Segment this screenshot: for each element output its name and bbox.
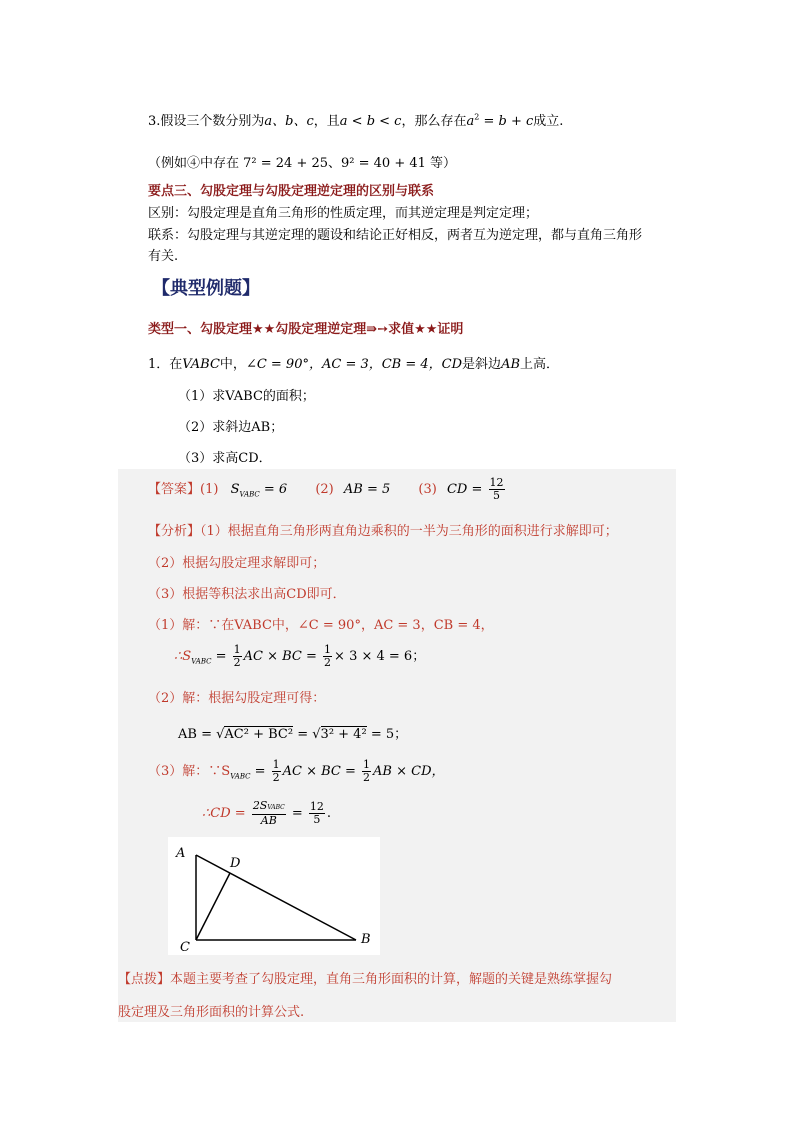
section-title: 【典型例题】 [152, 278, 260, 299]
s2-lhs: AB = [178, 727, 212, 742]
q1-ab: AB [501, 357, 521, 372]
question-1-sub-2: （2）求斜边AB； [178, 420, 284, 435]
example-note: （例如④中存在 7² = 24 + 25、9² = 40 + 41 等） [148, 156, 457, 171]
answer-3-lhs: CD = [446, 482, 483, 497]
s3-end: AB × CD， [373, 764, 445, 779]
label-c: C [180, 940, 190, 955]
solution-3b-formula [202, 798, 331, 830]
difference-text: 区别：勾股定理是直角三角形的性质定理，而其逆定理是判定定理； [148, 206, 539, 221]
solution-1-head: （1）解：∵在VABC中，∠C = 90°，AC = 3，CB = 4， [148, 618, 494, 633]
s1-frac-1-num: 1 [233, 643, 241, 656]
s2-sqrt-2: √3² + 4² [312, 727, 367, 742]
p1-ineq: a < b < c [339, 114, 402, 129]
question-1-stem [148, 353, 559, 372]
s1-frac-1-den: 2 [233, 656, 241, 669]
s3-frac-1 [272, 759, 281, 784]
p1-exponent: 2 [474, 112, 480, 122]
label-b: B [361, 932, 371, 947]
q1-given: ∠C = 90°，AC = 3，CB = 4，CD [245, 357, 463, 372]
s3b-lhs: ∴CD = [202, 806, 246, 821]
q1-stem-b: 中， [219, 357, 246, 372]
key-point-3-title: 要点三、勾股定理与勾股定理逆定理的区别与联系 [148, 184, 435, 199]
s3-frac-1-num: 1 [272, 758, 280, 771]
analysis-line-2: （2）根据勾股定理求解即可； [148, 556, 326, 571]
answer-1-sub: VABC [239, 490, 260, 499]
analysis-label: 【分析】 [148, 524, 201, 539]
answer-1-s: S [230, 482, 240, 497]
q1-stem-d: 上高． [520, 357, 560, 372]
s3b-frac-1-num-wrap [252, 800, 286, 815]
label-a: A [176, 846, 186, 861]
relation-text-1: 联系：勾股定理与其逆定理的题设和结论正好相反，两者互为逆定理，都与直角三角形 [148, 228, 643, 243]
answer-3-den: 5 [493, 489, 501, 502]
s1-frac-1 [233, 644, 242, 669]
q1-stem-a: 1．在 [148, 357, 183, 372]
s3-frac-1-den: 2 [272, 771, 280, 784]
p1-eq-a: a [466, 114, 475, 129]
type-1-title: 类型一、勾股定理★★勾股定理逆定理⇛➙求值★★证明 [148, 322, 464, 337]
p1-mid2: ，那么存在 [401, 114, 467, 129]
s1-frac-2-num: 1 [324, 643, 332, 656]
s3-head: （3）解：∵S [148, 764, 231, 779]
s3b-numsub: VABC [267, 804, 285, 811]
s1-sub: VABC [191, 657, 212, 666]
analysis-line-1 [148, 520, 618, 539]
solution-3-formula [148, 757, 445, 792]
s3-frac-2-num: 1 [363, 758, 371, 771]
analysis-text-1: （1）根据直角三角形两直角边乘积的一半为三角形的面积进行求解即可； [200, 524, 618, 539]
s3b-frac-2 [309, 801, 325, 826]
s3-mid: AC × BC = [282, 764, 356, 779]
tip-label: 【点拨】 [118, 972, 171, 987]
triangle-svg [168, 837, 380, 955]
q1-stem-c: 是斜边 [462, 357, 502, 372]
s1-eq: = [215, 649, 227, 664]
s3b-end: . [326, 806, 332, 821]
altitude-cd [196, 873, 230, 940]
s3b-frac-1 [252, 800, 286, 827]
s3b-num: 2S [252, 799, 268, 812]
question-1-sub-1: （1）求VABC的面积； [178, 389, 315, 404]
triangle-figure [168, 837, 380, 955]
question-1-sub-3: （3）求高CD． [178, 451, 272, 466]
s3-frac-2-den: 2 [363, 771, 371, 784]
tip-text-1: 本题主要考查了勾股定理，直角三角形面积的计算，解题的关键是熟练掌握勾 [170, 972, 613, 987]
s2-end: = 5； [370, 727, 408, 742]
label-d: D [230, 856, 241, 871]
answer-2-value: AB = 5 [343, 482, 391, 497]
analysis-line-3: （3）根据等积法求出高CD即可． [148, 587, 346, 602]
s2-eq: = [297, 727, 309, 742]
answer-1-value: = 6 [263, 482, 288, 497]
p1-mid: ，且 [313, 114, 340, 129]
s3b-frac-2-num: 12 [309, 800, 324, 813]
p1-suffix: 成立. [533, 114, 564, 129]
s3-eq: = [254, 764, 266, 779]
p1-prefix: 3.假设三个数分别为 [148, 114, 265, 129]
answer-2-index: (2) [315, 482, 334, 497]
tip-line-1 [118, 968, 612, 987]
solution-1-formula [174, 642, 425, 677]
p1-vars: a、b、c [264, 114, 314, 129]
s3-frac-2 [362, 759, 371, 784]
relation-text-2: 有关. [148, 249, 179, 264]
answer-3-num: 12 [489, 476, 504, 489]
p1-eq-rest: = b + c [479, 114, 534, 129]
s3b-frac-2-den: 5 [313, 813, 321, 826]
answer-1-index: (1) [200, 482, 219, 497]
answer-line [148, 476, 507, 509]
solution-2-formula [178, 723, 407, 742]
answer-3-fraction [489, 477, 505, 502]
s2-sqrt-1: √AC² + BC² [216, 727, 294, 742]
solution-2-head: （2）解：根据勾股定理可得： [148, 691, 326, 706]
answer-3-index: (3) [418, 482, 437, 497]
s2-radicand-1: AC² + BC² [224, 727, 294, 742]
s1-therefore: ∴S [174, 649, 192, 664]
s3b-den: AB [260, 814, 277, 827]
s3b-eq: = [291, 806, 303, 821]
s1-frac-2-den: 2 [324, 656, 332, 669]
s1-frac-2 [323, 644, 332, 669]
side-ab [196, 855, 356, 940]
tip-line-2: 股定理及三角形面积的计算公式. [118, 1005, 305, 1020]
point-3-line [148, 110, 563, 129]
s1-mid: AC × BC = [243, 649, 317, 664]
s3-sub: VABC [230, 772, 251, 781]
answer-label: 【答案】 [148, 482, 201, 497]
s2-radicand-2: 3² + 4² [320, 727, 367, 742]
q1-triangle: VABC [182, 357, 220, 372]
s1-end: × 3 × 4 = 6； [334, 649, 426, 664]
